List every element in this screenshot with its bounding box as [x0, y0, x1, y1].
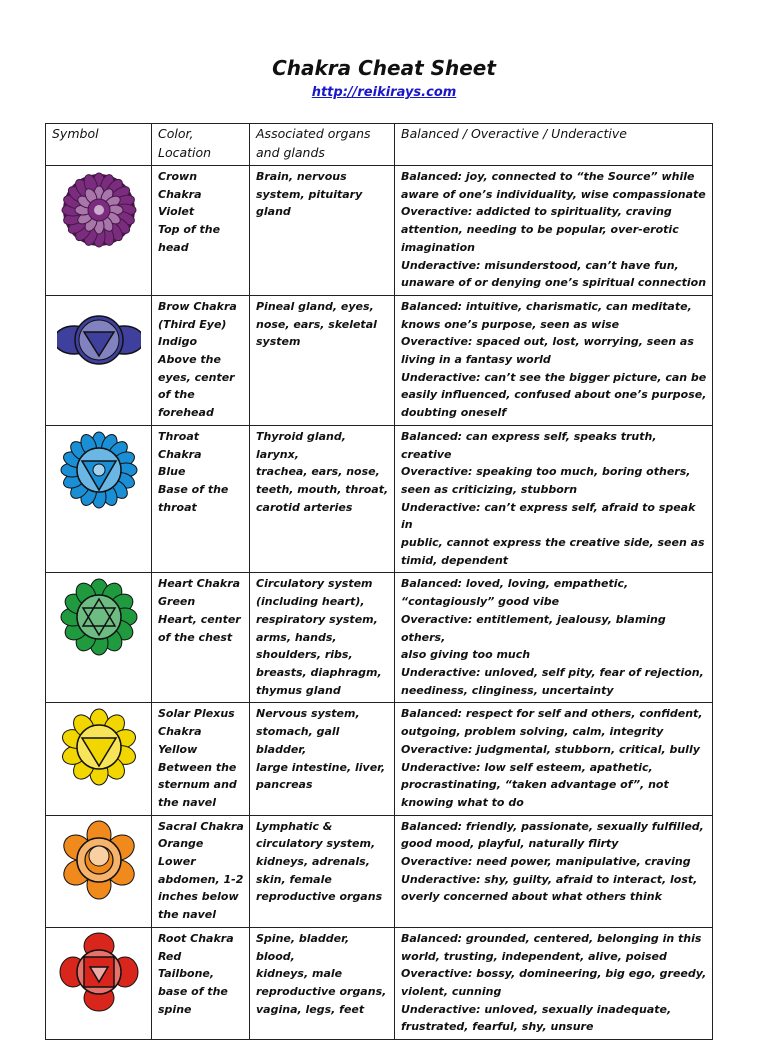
states-line: neediness, clinginess, uncertainty — [401, 683, 614, 697]
source-link[interactable]: http://reikirays.com — [311, 85, 457, 100]
organs-cell — [250, 425, 395, 573]
organs-line: stomach, gall bladder, — [256, 725, 344, 756]
header-color-location: Color, Location — [152, 124, 250, 166]
organs-line: (including heart), — [256, 595, 365, 609]
location-line: Heart, center — [158, 612, 241, 626]
location-line: sternum and — [158, 778, 237, 792]
symbol-cell — [46, 573, 152, 703]
organs-cell — [250, 573, 395, 703]
organs-cell — [250, 927, 395, 1039]
location-line: Brow Chakra — [158, 299, 237, 313]
location-line: Orange — [158, 837, 204, 851]
location-line: Solar Plexus — [158, 707, 235, 721]
states-line: Balanced: joy, connected to “the Source” while — [401, 170, 695, 183]
table-header-row — [46, 124, 713, 166]
table-row — [46, 815, 713, 927]
states-line: timid, dependent — [401, 553, 509, 567]
symbol-cell — [46, 425, 152, 573]
states-line: outgoing, problem solving, calm, integrity — [401, 725, 664, 739]
brow-chakra-icon — [52, 298, 146, 382]
organs-line: breasts, diaphragm, — [256, 665, 382, 679]
location-line: Heart Chakra — [158, 577, 241, 591]
states-line: Overactive: judgmental, stubborn, critical, bully — [401, 742, 700, 756]
location-cell — [152, 425, 250, 573]
states-cell — [395, 166, 713, 296]
location-line: Above the — [158, 353, 221, 367]
organs-line: circulatory system, — [256, 837, 376, 851]
organs-cell — [250, 166, 395, 296]
organs-cell — [250, 703, 395, 815]
states-line: violent, cunning — [401, 984, 502, 998]
table-row — [46, 703, 713, 815]
location-line: the navel — [158, 908, 217, 922]
location-line: of the chest — [158, 630, 233, 644]
organs-line: Pineal gland, eyes, — [256, 299, 374, 313]
states-line: good mood, playful, naturally flirty — [401, 837, 619, 851]
organs-line: Circulatory system — [256, 577, 373, 591]
states-line: Underactive: unloved, self pity, fear of rejection, — [401, 665, 704, 679]
organs-line: carotid arteries — [256, 500, 353, 514]
symbol-cell — [46, 295, 152, 425]
states-line: Balanced: grounded, centered, belonging in this — [401, 931, 702, 945]
location-line: Red — [158, 949, 182, 963]
states-line: imagination — [401, 240, 475, 254]
location-line: eyes, center — [158, 370, 235, 384]
states-line: Balanced: can express self, speaks truth, creative — [401, 429, 661, 461]
organs-line: nose, ears, skeletal — [256, 317, 377, 331]
states-line: Overactive: need power, manipulative, craving — [401, 855, 691, 869]
location-line: of the — [158, 388, 195, 402]
organs-line: arms, hands, — [256, 630, 337, 644]
location-line: Violet — [158, 205, 195, 219]
organs-line: Nervous system, — [256, 707, 360, 721]
table-row — [46, 295, 713, 425]
symbol-cell — [46, 166, 152, 296]
table-row — [46, 927, 713, 1039]
states-line: Overactive: speaking too much, boring others, — [401, 465, 691, 479]
solar-plexus-chakra-icon — [52, 705, 146, 789]
organs-line: gland — [256, 205, 291, 219]
root-chakra-icon — [52, 930, 146, 1014]
location-line: inches below — [158, 890, 239, 904]
states-line: knows one’s purpose, seen as wise — [401, 317, 620, 331]
states-line: Underactive: shy, guilty, afraid to interact, lost, — [401, 872, 698, 886]
states-line: world, trusting, independent, alive, poised — [401, 949, 667, 963]
states-line: “contagiously” good vibe — [401, 595, 560, 609]
states-line: public, cannot express the creative side, seen as — [401, 536, 705, 550]
organs-line: pancreas — [256, 778, 313, 792]
location-line: (Third Eye) — [158, 317, 227, 331]
header-states: Balanced / Overactive / Underactive — [395, 124, 713, 166]
states-line: Overactive: spaced out, lost, worrying, seen as — [401, 335, 694, 349]
states-line: Underactive: misunderstood, can’t have fun, — [401, 258, 679, 272]
organs-line: Brain, nervous — [256, 170, 347, 183]
organs-line: Lymphatic & — [256, 819, 333, 833]
location-line: Throat Chakra — [158, 429, 203, 461]
states-cell — [395, 425, 713, 573]
location-line: head — [158, 240, 189, 254]
organs-line: thymus gland — [256, 683, 341, 697]
location-line: throat — [158, 500, 197, 514]
states-line: seen as criticizing, stubborn — [401, 482, 578, 496]
organs-line: kidneys, male — [256, 967, 343, 981]
crown-chakra-icon — [52, 168, 146, 252]
organs-line: reproductive organs — [256, 890, 383, 904]
location-cell — [152, 815, 250, 927]
states-line: Underactive: unloved, sexually inadequate, — [401, 1002, 672, 1016]
organs-line: Spine, bladder, blood, — [256, 931, 353, 963]
symbol-cell — [46, 927, 152, 1039]
organs-line: skin, female — [256, 872, 332, 886]
organs-line: Thyroid gland, larynx, — [256, 429, 350, 461]
states-cell — [395, 703, 713, 815]
organs-line: teeth, mouth, throat, — [256, 482, 389, 496]
location-line: Between the — [158, 760, 237, 774]
states-line: Balanced: respect for self and others, confident, — [401, 707, 703, 721]
location-cell — [152, 295, 250, 425]
location-line: Base of the — [158, 482, 229, 496]
states-line: easily influenced, confused about one’s purpose, — [401, 388, 707, 402]
states-line: Overactive: bossy, domineering, big ego, greedy, — [401, 967, 707, 981]
states-line: knowing what to do — [401, 795, 524, 809]
table-row — [46, 425, 713, 573]
states-cell — [395, 295, 713, 425]
organs-line: system, pituitary — [256, 187, 363, 201]
states-line: Balanced: friendly, passionate, sexually fulfilled, — [401, 819, 704, 833]
location-line: forehead — [158, 406, 214, 420]
location-line: base of the — [158, 984, 228, 998]
states-cell — [395, 573, 713, 703]
organs-line: shoulders, ribs, — [256, 648, 353, 662]
organs-cell — [250, 815, 395, 927]
table-row — [46, 573, 713, 703]
organs-line: kidneys, adrenals, — [256, 855, 370, 869]
organs-line: reproductive organs, — [256, 984, 387, 998]
throat-chakra-icon — [52, 428, 146, 512]
states-line: overly concerned about what others think — [401, 890, 662, 904]
states-line: Underactive: low self esteem, apathetic, — [401, 760, 653, 774]
states-line: doubting oneself — [401, 406, 507, 420]
organs-line: vagina, legs, feet — [256, 1002, 365, 1016]
location-line: Crown Chakra — [158, 170, 202, 201]
organs-cell — [250, 295, 395, 425]
states-line: unaware of or denying one’s spiritual connection — [401, 276, 707, 290]
location-line: Root Chakra — [158, 931, 234, 945]
location-line: Yellow — [158, 742, 198, 756]
location-line: Lower — [158, 855, 196, 869]
organs-line: large intestine, liver, — [256, 760, 386, 774]
states-cell — [395, 927, 713, 1039]
organs-line: system — [256, 335, 301, 349]
location-line: Green — [158, 595, 196, 609]
organs-line: trachea, ears, nose, — [256, 465, 380, 479]
states-line: procrastinating, “taken advantage of”, not — [401, 778, 669, 792]
states-line: living in a fantasy world — [401, 353, 551, 367]
states-line: aware of one’s individuality, wise compassionate — [401, 187, 706, 201]
states-cell — [395, 815, 713, 927]
header-symbol: Symbol — [46, 124, 152, 166]
location-line: Top of the — [158, 223, 221, 237]
location-cell — [152, 166, 250, 296]
location-line: Indigo — [158, 335, 197, 349]
heart-chakra-icon — [52, 575, 146, 659]
location-line: spine — [158, 1002, 192, 1016]
chakra-table — [45, 123, 713, 1040]
page-title: Chakra Cheat Sheet — [272, 56, 496, 80]
location-line: abdomen, 1-2 — [158, 872, 244, 886]
states-line: frustrated, fearful, shy, unsure — [401, 1020, 594, 1034]
symbol-cell — [46, 815, 152, 927]
location-cell — [152, 927, 250, 1039]
location-line: Sacral Chakra — [158, 819, 244, 833]
location-line: Blue — [158, 465, 186, 479]
states-line: Balanced: intuitive, charismatic, can meditate, — [401, 299, 692, 313]
states-line: also giving too much — [401, 648, 531, 662]
states-line: Underactive: can’t express self, afraid to speak in — [401, 500, 700, 532]
organs-line: respiratory system, — [256, 612, 378, 626]
location-line: Tailbone, — [158, 967, 215, 981]
location-line: the navel — [158, 795, 217, 809]
table-row — [46, 166, 713, 296]
states-line: attention, needing to be popular, over-erotic — [401, 223, 679, 237]
states-line: Balanced: loved, loving, empathetic, — [401, 577, 629, 591]
states-line: Underactive: can’t see the bigger picture, can be — [401, 370, 707, 384]
header-organs: Associated organs and glands — [250, 124, 395, 166]
location-cell — [152, 703, 250, 815]
states-line: Overactive: entitlement, jealousy, blaming others, — [401, 612, 670, 644]
location-cell — [152, 573, 250, 703]
location-line: Chakra — [158, 725, 202, 739]
sacral-chakra-icon — [52, 818, 146, 902]
states-line: Overactive: addicted to spirituality, craving — [401, 205, 672, 219]
symbol-cell — [46, 703, 152, 815]
